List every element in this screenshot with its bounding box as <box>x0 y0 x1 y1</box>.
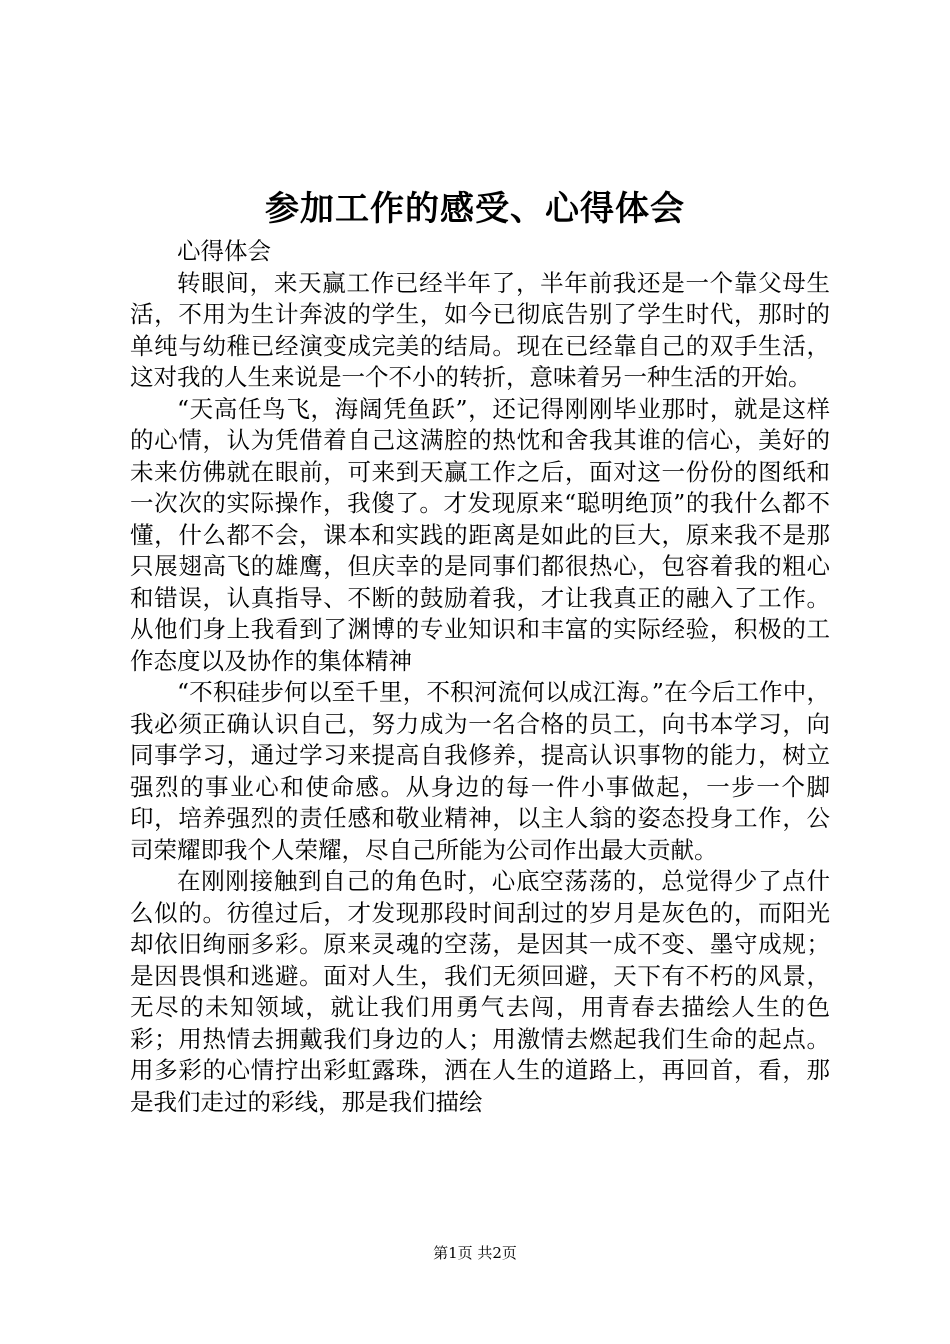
document-body <box>130 236 830 1118</box>
paragraph-heading: 心得体会 <box>177 237 271 265</box>
document-title: 参加工作的感受、心得体会 <box>265 189 685 229</box>
paragraph: “天高任鸟飞，海阔凭鱼跃”，还记得刚刚毕业那时，就是这样的心情，认为凭借着自己这满腔的热忱和舍我其谁的信心，美好的未来仿佛就在眼前，可来到天赢工作之后，面对这一份份的图纸和一次次的实际操作，我傻了。才发现原来“聪明绝顶”的我什么都不懂，什么都不会，课本和实践的距离是如此的巨大，原来我不是那只展翅高飞的雄鹰，但庆幸的是同事们都很热心，包容着我的粗心和错误，认真指导、不断的鼓励着我，才让我真正的融入了工作。从他们身上我看到了渊博的专业知识和丰富的实际经验，积极的工作态度以及协作的集体精神 <box>130 394 830 675</box>
paragraph: 在刚刚接触到自己的角色时，心底空荡荡的，总觉得少了点什么似的。彷徨过后，才发现那段时间刮过的岁月是灰色的，而阳光却依旧绚丽多彩。原来灵魂的空荡，是因其一成不变、墨守成规；是因畏惧和逃避。面对人生，我们无须回避，天下有不朽的风景，无尽的未知领域，就让我们用勇气去闯，用青春去描绘人生的色彩；用热情去拥戴我们身边的人；用激情去燃起我们生命的起点。用多彩的心情拧出彩虹露珠，洒在人生的道路上，再回首，看，那是我们走过的彩线，那是我们描绘 <box>130 867 830 1116</box>
paragraph: “不积硅步何以至千里，不积河流何以成江海。”在今后工作中，我必须正确认识自己，努力成为一名合格的员工，向书本学习，向同事学习，通过学习来提高自我修养，提高认识事物的能力，树立强烈的事业心和使命感。从身边的每一件小事做起，一步一个脚印，培养强烈的责任感和敬业精神，以主人翁的姿态投身工作，公司荣耀即我个人荣耀，尽自己所能为公司作出最大贡献。 <box>130 678 830 864</box>
paragraph: 转眼间，来天赢工作已经半年了，半年前我还是一个靠父母生活，不用为生计奔波的学生，如今已彻底告别了学生时代，那时的单纯与幼稚已经演变成完美的结局。现在已经靠自己的双手生活，这对我的人生来说是一个不小的转折，意味着另一种生活的开始。 <box>130 268 830 391</box>
page-footer: 第1页 共2页 <box>433 1244 517 1262</box>
